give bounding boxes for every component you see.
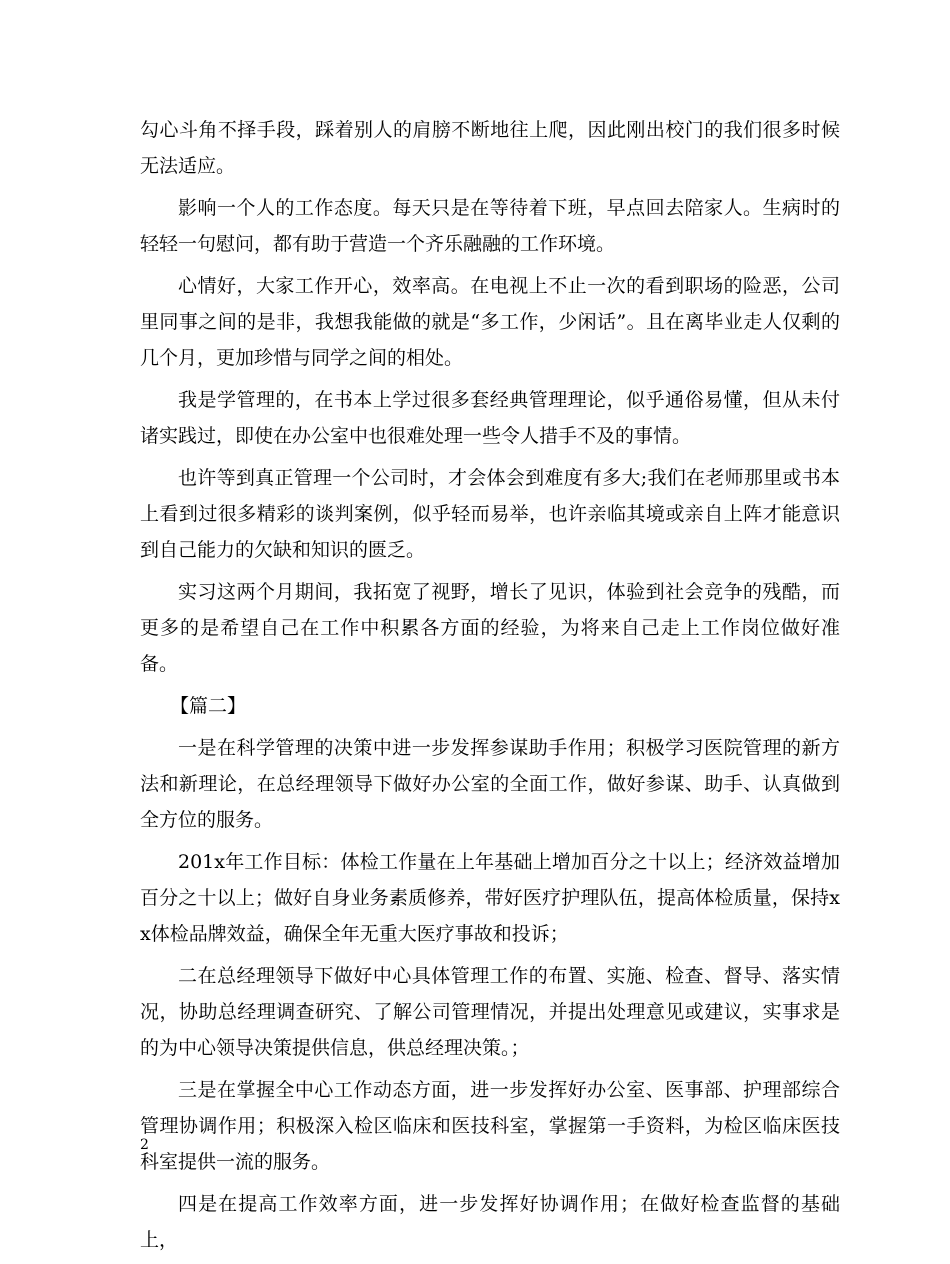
paragraph: 勾心斗角不择手段，踩着别人的肩膀不断地往上爬，因此刚出校门的我们很多时候无法适应。	[140, 119, 840, 177]
paragraph: 也许等到真正管理一个公司时，才会体会到难度有多大;我们在老师那里或书本上看到过很多精彩的谈判案例，似乎轻而易举，也许亲临其境或亲自上阵才能意识到自己能力的欠缺和知识的匮乏。	[140, 467, 840, 561]
paragraph: 我是学管理的，在书本上学过很多套经典管理理论，似乎通俗易懂，但从未付诸实践过，即使在办公室中也很难处理一些令人措手不及的事情。	[140, 389, 840, 447]
paragraph: 二在总经理领导下做好中心具体管理工作的布置、实施、检查、督导、落实情况，协助总经理调查研究、了解公司管理情况，并提出处理意见或建议，实事求是的为中心领导决策提供信息，供总经理决策。；	[140, 965, 840, 1059]
paragraph: 201x年工作目标：体检工作量在上年基础上增加百分之十以上；经济效益增加百分之十以上；做好自身业务素质修养，带好医疗护理队伍，提高体检质量，保持xx体检品牌效益，确保全年无重大医疗事故和投诉；	[140, 851, 840, 945]
paragraph: 三是在掌握全中心工作动态方面，进一步发挥好办公室、医事部、护理部综合管理协调作用；积极深入检区临床和医技科室，掌握第一手资料，为检区临床医技科室提供一流的服务。	[140, 1079, 840, 1173]
paragraph: 一是在科学管理的决策中进一步发挥参谋助手作用；积极学习医院管理的新方法和新理论，在总经理领导下做好办公室的全面工作，做好参谋、助手、认真做到全方位的服务。	[140, 737, 840, 831]
section-heading: 【篇二】	[170, 695, 247, 717]
document-body	[140, 112, 840, 1264]
paragraph: 四是在提高工作效率方面，进一步发挥好协调作用；在做好检查监督的基础上，	[140, 1193, 840, 1251]
paragraph: 心情好，大家工作开心，效率高。在电视上不止一次的看到职场的险恶，公司里同事之间的是非，我想我能做的就是“多工作，少闲话”。且在离毕业走人仅剩的几个月，更加珍惜与同学之间的相处。	[140, 275, 840, 369]
page-number: 2	[140, 1137, 149, 1153]
paragraph: 实习这两个月期间，我拓宽了视野，增长了见识，体验到社会竞争的残酷，而更多的是希望自己在工作中积累各方面的经验，为将来自己走上工作岗位做好准备。	[140, 581, 840, 675]
paragraph: 影响一个人的工作态度。每天只是在等待着下班，早点回去陪家人。生病时的轻轻一句慰问，都有助于营造一个齐乐融融的工作环境。	[140, 197, 840, 255]
